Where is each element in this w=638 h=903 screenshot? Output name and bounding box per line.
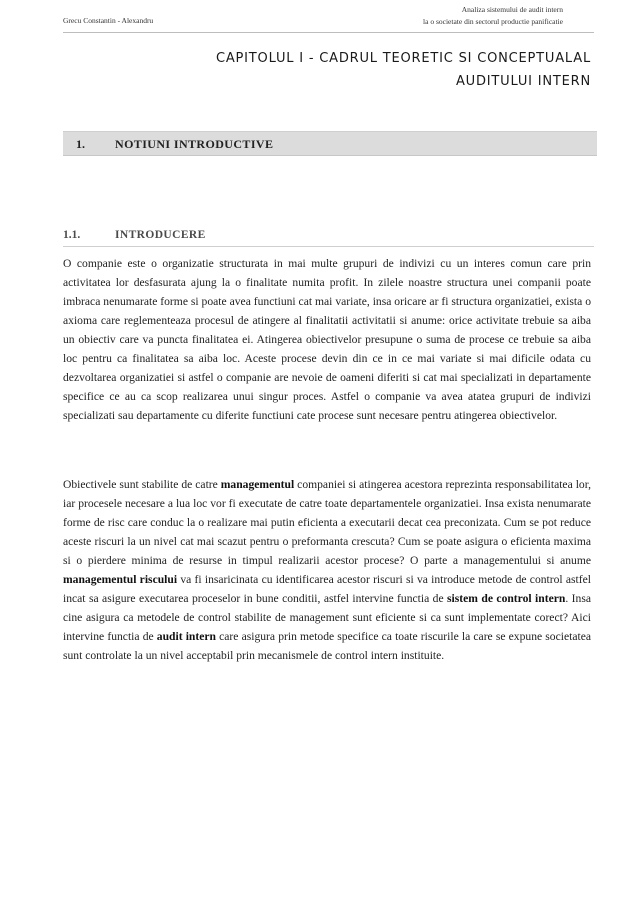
chapter-title (63, 47, 591, 93)
paragraph-text: care asigura prin metode specifice ca toate riscurile la care se expune societatea sunt controlate la un nivel acceptabil prin mecanismele de control intern instituite. (63, 630, 591, 662)
section-heading (63, 131, 597, 156)
paragraph-text: . Insa cine asigura ca metodele de control stabilite de management sunt eficiente si ca sunt implementate corect? Aici intervine functia de (63, 592, 591, 643)
subsection-title: INTRODUCERE (115, 229, 206, 241)
bold-term-audit-intern: audit intern (156, 630, 216, 643)
paragraph-text: companiei si atingerea acestora reprezinta responsabilitatea lor, iar procesele necesare a lua loc vor fi executate de catre toate departamentele organizatiei. Insa exista nenumarate forme de risc care conduc la o realizare mai putin eficienta a executarii decat cea preconizata. Cum se pot reduce aceste riscuri la un nivel cat mai scazut pentru o preformanta crescuta? Cum se poate asigura o eficienta maxima si o pierdere minima de resurse in timpul realizarii acestor procese? O parte a managementului si anume (63, 478, 592, 567)
section-title: NOTIUNI INTRODUCTIVE (115, 137, 274, 151)
header-document-title (423, 4, 563, 28)
header-title-line-1: Analiza sistemului de audit intern (461, 5, 563, 14)
chapter-title-line-2: AUDITULUI INTERN (455, 74, 591, 89)
body-paragraph-1: O companie este o organizatie structurata in mai multe grupuri de indivizi cu un interes comun care prin activitatea lor desfasurata ajung la o finalitate numita profit. In zilele noastre structura unei companii poate imbraca nenumarate forme si poate avea functiuni cat mai variate, insa oricare ar fi structura organizatiei, exista o axioma care reglementeaza procesul de atingere al finalitatii activitatii si anume: orice activitate trebuie sa aiba un obiectiv care va puncta finalitatea ei. Atingerea obiectivelor presupune o suma de procese ce trebuie sa aiba loc pentru ca finalitatea sa aiba loc. Aceste procese devin din ce in ce mai variate si mai dificile odata cu dezvoltarea organizatiei si astfel o companie are nevoie de oameni diferiti si cat mai specializati in departamente specifice ce au ca scop realizarea unui singur proces. Astfel o companie va avea atatea grupuri de indivizi specializati sau departamente cu diferite functiuni cate procese sunt necesare pentru atingerea obiectivelor. (63, 257, 591, 422)
bold-term-managementul-riscului: managementul riscului (63, 573, 178, 586)
paragraph-text: Obiectivele sunt stabilite de catre (63, 478, 221, 491)
header-divider (63, 32, 594, 33)
page-header (63, 4, 563, 32)
subsection-number: 1.1. (63, 229, 81, 241)
paragraph-text: va fi insaricinata cu identificarea acestor riscuri si va introduce metode de control astfel incat sa asigure executarea proceselor in bune conditii, astfel intervine functia de (63, 573, 592, 605)
header-author: Grecu Constantin - Alexandru (63, 16, 154, 25)
header-title-line-2: la o societate din sectorul productie panificatie (423, 17, 563, 26)
bold-term-managementul: managementul (220, 478, 295, 491)
subsection-heading (63, 229, 594, 247)
body-paragraph-2 (63, 475, 591, 665)
section-number: 1. (76, 137, 85, 151)
bold-term-sistem-control-intern: sistem de control intern (447, 592, 566, 605)
chapter-title-line-1: CAPITOLUL I - CADRUL TEORETIC SI CONCEPTUALAL (215, 51, 591, 66)
